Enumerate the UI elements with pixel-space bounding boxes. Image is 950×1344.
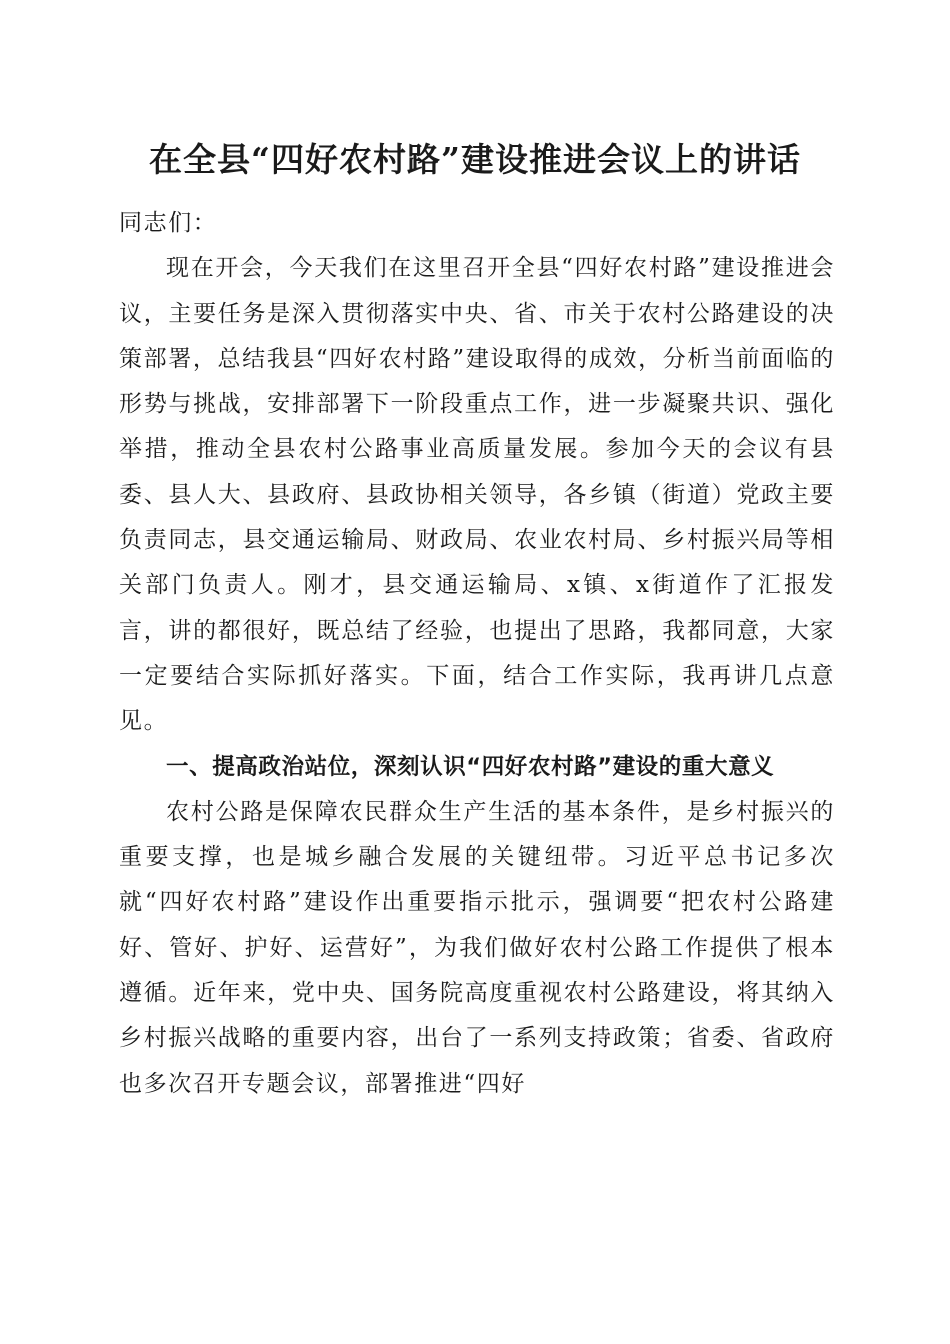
- salutation: 同志们：: [119, 210, 218, 236]
- opening-paragraph: 现在开会，今天我们在这里召开全县“四好农村路”建设推进会议，主要任务是深入贯彻落实中央、省、市关于农村公路建设的决策部署，总结我县“四好农村路”建设取得的成效，分析当前面临的形势与挑战，安排部署下一阶段重点工作，进一步凝聚共识、强化举措，推动全县农村公路事业高质量发展。参加今天的会议有县委、县人大、县政府、县政协相关领导，各乡镇（街道）党政主要负责同志，县交通运输局、财政局、农业农村局、乡村振兴局等相关部门负责人。刚才，县交通运输局、x镇、x街道作了汇报发言，讲的都很好，既总结了经验，也提出了思路，我都同意，大家一定要结合实际抓好落实。下面，结合工作实际，我再讲几点意见。: [119, 255, 835, 735]
- section-1-paragraph: 农村公路是保障农民群众生产生活的基本条件，是乡村振兴的重要支撑，也是城乡融合发展的关键纽带。习近平总书记多次就“四好农村路”建设作出重要指示批示，强调要“把农村公路建好、管好、护好、运营好”，为我们做好农村公路工作提供了根本遵循。近年来，党中央、国务院高度重视农村公路建设，将其纳入乡村振兴战略的重要内容，出台了一系列支持政策；省委、省政府也多次召开专题会议，部署推进“四好: [119, 798, 835, 1097]
- section-heading-1: 一、提高政治站位，深刻认识“四好农村路”建设的重大意义: [166, 753, 775, 780]
- document-body: [119, 201, 835, 1107]
- document-title: 在全县“四好农村路”建设推进会议上的讲话: [149, 140, 801, 179]
